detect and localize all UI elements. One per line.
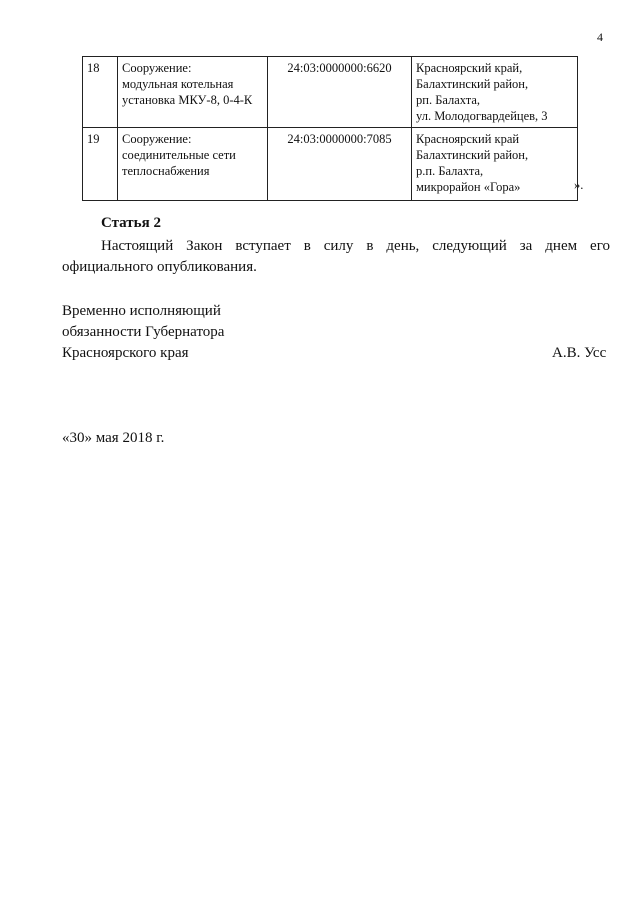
object-name-line: модульная котельная xyxy=(122,77,234,91)
object-name-line: теплоснабжения xyxy=(122,164,210,178)
article-text-line: официального опубликования. xyxy=(62,259,257,275)
address-line: Балахтинский район, xyxy=(416,77,529,91)
address-line: Красноярский край, xyxy=(416,61,523,75)
article-heading: Статья 2 xyxy=(101,215,161,231)
object-name-line: Сооружение: xyxy=(122,132,192,146)
signatory-title-line: обязанности Губернатора xyxy=(62,324,225,340)
object-name-line: соединительные сети xyxy=(122,148,236,162)
object-address xyxy=(412,128,578,201)
table-closing-quote: ». xyxy=(574,178,584,192)
address-line: микрорайон «Гора» xyxy=(416,180,521,194)
table-row xyxy=(83,128,578,201)
address-line: рп. Балахта, xyxy=(416,93,481,107)
object-name xyxy=(118,57,268,128)
cadastral-number: 24:03:0000000:7085 xyxy=(268,128,412,201)
object-name-line: Сооружение: xyxy=(122,61,192,75)
article-text-line: Настоящий Закон вступает в силу в день, следующий за днем его xyxy=(101,238,610,254)
row-number: 18 xyxy=(83,57,118,128)
object-name-line: установка МКУ-8, 0-4-К xyxy=(122,93,253,107)
address-line: р.п. Балахта, xyxy=(416,164,484,178)
article-body xyxy=(62,236,610,278)
document-date: «30» мая 2018 г. xyxy=(62,430,165,446)
cadastral-number: 24:03:0000000:6620 xyxy=(268,57,412,128)
signatory-title xyxy=(62,301,224,364)
table-row xyxy=(83,57,578,128)
object-name xyxy=(118,128,268,201)
object-address xyxy=(412,57,578,128)
property-table xyxy=(82,56,578,201)
address-line: Красноярский край xyxy=(416,132,520,146)
address-line: ул. Молодогвардейцев, 3 xyxy=(416,109,548,123)
signatory-name: А.В. Усс xyxy=(552,345,607,361)
page-number: 4 xyxy=(597,30,603,44)
signatory-title-line: Красноярского края xyxy=(62,345,189,361)
signatory-title-line: Временно исполняющий xyxy=(62,303,221,319)
address-line: Балахтинский район, xyxy=(416,148,529,162)
row-number: 19 xyxy=(83,128,118,201)
